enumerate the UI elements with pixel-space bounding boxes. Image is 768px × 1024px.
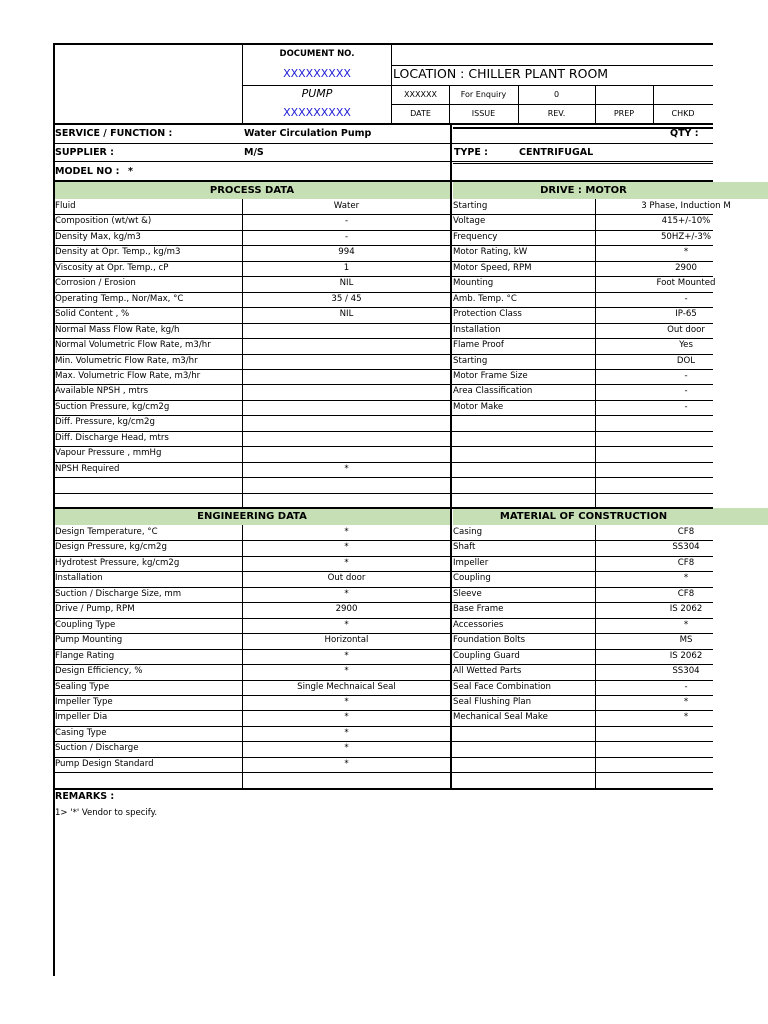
process-row-value: 994 — [338, 247, 355, 258]
material-row-label: Base Frame — [453, 604, 504, 615]
process-row-value — [243, 415, 450, 430]
drive-row-value: 3 Phase, Induction M — [641, 201, 731, 211]
drive-row-value: - — [684, 293, 688, 304]
process-row-label: NPSH Required — [55, 463, 120, 474]
engineering-row-label: Design Efficiency, % — [55, 666, 143, 677]
process-row-label — [55, 477, 241, 492]
equipment-no: XXXXXXXXX — [283, 106, 351, 119]
border-top — [53, 43, 713, 45]
engineering-row-label: Flange Rating — [55, 650, 115, 661]
drive-row-label: Voltage — [453, 216, 486, 227]
material-row-label: All Wetted Parts — [453, 666, 522, 677]
equipment-label: PUMP — [301, 87, 333, 100]
engineering-row-value: * — [344, 758, 349, 769]
process-row-label: Fluid — [55, 201, 76, 211]
engineering-row-value: * — [344, 542, 349, 553]
drive-row-value — [596, 415, 768, 430]
drive-row-label: Motor Make — [453, 401, 504, 412]
process-row-value — [243, 493, 450, 508]
process-row-value — [243, 477, 450, 492]
drive-row-label: Protection Class — [453, 309, 522, 320]
line — [453, 127, 713, 129]
material-header: MATERIAL OF CONSTRUCTION — [453, 508, 768, 525]
material-row-label: Impeller — [453, 557, 489, 568]
material-row-value — [596, 757, 768, 772]
engineering-row-label: Sealing Type — [55, 681, 110, 692]
engineering-row-value: * — [344, 666, 349, 677]
engineering-row-label: Drive / Pump, RPM — [55, 604, 135, 615]
process-row-value — [243, 323, 450, 338]
service-value: Water Circulation Pump — [244, 128, 372, 139]
material-row-value — [596, 726, 768, 741]
drive-row-value: Foot Mounted — [656, 278, 716, 289]
process-row-label: Density Max, kg/m3 — [55, 231, 141, 242]
drive-row-value: - — [684, 401, 688, 412]
material-row-value: MS — [679, 635, 693, 646]
material-row-label — [453, 726, 594, 741]
drive-row-value: IP-65 — [675, 309, 697, 320]
line — [53, 507, 713, 509]
date-label: DATE — [410, 109, 431, 118]
drive-row-label: Motor Speed, RPM — [453, 262, 532, 273]
engineering-row-label: Design Temperature, °C — [55, 527, 158, 537]
drive-row-value: Out door — [667, 324, 705, 335]
material-row-label: Shaft — [453, 542, 476, 553]
line — [595, 525, 596, 789]
process-row-label: Viscosity at Opr. Temp., cP — [55, 262, 169, 273]
line — [450, 125, 452, 183]
engineering-row-label: Design Pressure, kg/cm2g — [55, 542, 167, 553]
engineering-row-value: Horizontal — [324, 635, 369, 646]
chkd-label: CHKD — [671, 109, 695, 118]
engineering-row-label — [55, 772, 241, 787]
material-row-value: * — [683, 573, 689, 584]
engineering-row-value: Out door — [327, 573, 366, 584]
material-row-label: Coupling — [453, 573, 491, 584]
material-row-label: Seal Flushing Plan — [453, 696, 532, 707]
process-row-label: Solid Content , % — [55, 309, 130, 320]
process-row-value — [243, 338, 450, 353]
process-row-value: NIL — [339, 309, 354, 320]
material-row-value: CF8 — [677, 588, 695, 599]
type-value: CENTRIFUGAL — [519, 147, 594, 158]
process-row-label: Composition (wt/wt &) — [55, 216, 152, 227]
process-row-value — [243, 384, 450, 399]
document-no-label: DOCUMENT NO. — [279, 49, 355, 59]
engineering-row-value: * — [344, 619, 349, 630]
process-row-value: 1 — [343, 262, 350, 273]
process-row-value: - — [344, 216, 349, 227]
line — [450, 508, 452, 789]
drive-row-value: DOL — [676, 355, 696, 366]
drive-row-label — [453, 462, 594, 477]
engineering-row-value: * — [344, 712, 349, 723]
process-row-value: NIL — [339, 278, 354, 289]
engineering-row-label: Pump Mounting — [55, 635, 123, 646]
engineering-row-value: * — [344, 727, 349, 738]
drive-row-value: 415+/-10% — [661, 216, 711, 227]
process-row-value: Water — [333, 201, 360, 211]
drive-row-label: Starting — [453, 201, 488, 211]
line — [242, 199, 243, 508]
drive-row-label: Motor Rating, kW — [453, 247, 528, 258]
border-left — [53, 43, 55, 976]
supplier-label: SUPPLIER : — [55, 147, 114, 158]
material-row-value — [596, 741, 768, 756]
line — [391, 65, 713, 66]
supplier-value: M/S — [244, 147, 264, 158]
document-no-value: XXXXXXXXX — [283, 67, 351, 80]
material-row-label — [453, 741, 594, 756]
drive-row-value: - — [684, 386, 688, 397]
material-row-value: CF8 — [677, 527, 695, 537]
line — [518, 85, 519, 124]
engineering-row-value — [243, 772, 450, 787]
process-row-label: Diff. Pressure, kg/cm2g — [55, 417, 155, 428]
line — [53, 161, 713, 162]
material-row-value: SS304 — [672, 666, 700, 677]
line — [450, 182, 452, 508]
drive-row-label: Mounting — [453, 278, 494, 289]
line — [653, 85, 654, 124]
type-label: TYPE : — [454, 147, 488, 158]
drive-row-label — [453, 493, 594, 508]
process-row-value: - — [344, 231, 349, 242]
drive-row-label — [453, 431, 594, 446]
drive-row-label: Frequency — [453, 231, 498, 242]
line — [242, 44, 243, 124]
process-row-value: * — [344, 463, 349, 474]
process-row-label: Diff. Discharge Head, mtrs — [55, 432, 169, 443]
line — [595, 85, 596, 124]
line — [449, 85, 450, 124]
engineering-row-value: * — [344, 743, 349, 754]
drive-row-label — [453, 446, 594, 461]
drive-row-label: Amb. Temp. °C — [453, 293, 517, 304]
material-row-label: Casing — [453, 527, 483, 537]
material-row-label: Mechanical Seal Make — [453, 712, 548, 723]
material-row-label: Seal Face Combination — [453, 681, 551, 692]
prep-label: PREP — [613, 109, 635, 118]
drive-row-label — [453, 477, 594, 492]
process-row-label: Operating Temp., Nor/Max, °C — [55, 293, 184, 304]
drive-row-label: Flame Proof — [453, 340, 504, 351]
drive-row-value: - — [684, 370, 688, 381]
material-row-value: * — [683, 696, 689, 707]
process-row-label: Min. Volumetric Flow Rate, m3/hr — [55, 355, 198, 366]
drive-row-label: Motor Frame Size — [453, 370, 528, 381]
engineering-row-value: * — [344, 696, 349, 707]
rev-label: REV. — [547, 109, 566, 118]
material-row-label — [453, 772, 594, 787]
engineering-row-value: * — [344, 557, 349, 568]
drive-row-value: 50HZ+/-3% — [660, 231, 712, 242]
process-row-value — [243, 446, 450, 461]
drive-row-label — [453, 415, 594, 430]
engineering-row-value: * — [344, 588, 349, 599]
line — [53, 180, 713, 182]
material-row-value: * — [683, 619, 689, 630]
material-row-label — [453, 757, 594, 772]
material-row-value: - — [684, 681, 688, 692]
drive-row-value — [596, 446, 768, 461]
drive-row-value: 2900 — [675, 262, 697, 273]
drive-row-value: * — [683, 247, 689, 258]
engineering-row-label: Installation — [55, 573, 103, 584]
engineering-row-label: Suction / Discharge — [55, 743, 139, 754]
material-row-value: CF8 — [677, 557, 695, 568]
process-row-label: Vapour Pressure , mmHg — [55, 448, 162, 459]
process-row-value — [243, 431, 450, 446]
line — [391, 104, 713, 105]
line — [595, 199, 596, 508]
engineering-row-label: Impeller Type — [55, 696, 113, 707]
material-row-value: IS 2062 — [669, 650, 703, 661]
material-row-value: SS304 — [672, 542, 700, 553]
service-label: SERVICE / FUNCTION : — [55, 128, 173, 139]
material-row-value — [596, 772, 768, 787]
engineering-row-label: Coupling Type — [55, 619, 116, 630]
model-value: * — [128, 166, 133, 177]
engineering-row-label: Pump Design Standard — [55, 758, 154, 769]
material-row-value: IS 2062 — [669, 604, 703, 615]
process-row-label: Normal Mass Flow Rate, kg/h — [55, 324, 180, 335]
engineering-row-label: Suction / Discharge Size, mm — [55, 588, 182, 599]
process-row-label — [55, 493, 241, 508]
rev-number-value: 0 — [553, 90, 560, 99]
material-row-value: * — [683, 712, 689, 723]
material-row-label: Accessories — [453, 619, 504, 630]
process-row-value — [243, 354, 450, 369]
qty-label: QTY : — [670, 128, 699, 139]
process-row-label: Suction Pressure, kg/cm2g — [55, 401, 170, 412]
material-row-label: Coupling Guard — [453, 650, 520, 661]
location-title: LOCATION : CHILLER PLANT ROOM — [393, 66, 609, 81]
engineering-data-header: ENGINEERING DATA — [54, 508, 450, 525]
line — [53, 123, 713, 125]
remarks-line-1: 1> '*' Vendor to specify. — [55, 808, 158, 818]
material-row-label: Sleeve — [453, 588, 482, 599]
engineering-row-value: * — [344, 650, 349, 661]
process-row-value — [243, 369, 450, 384]
process-row-label: Max. Volumetric Flow Rate, m3/hr — [55, 370, 201, 381]
rev-issue-value: For Enquiry — [460, 90, 507, 99]
line — [391, 44, 392, 124]
engineering-row-value: * — [344, 527, 349, 537]
line — [53, 788, 713, 790]
drive-row-label: Starting — [453, 355, 488, 366]
process-row-label: Normal Volumetric Flow Rate, m3/hr — [55, 340, 211, 351]
drive-row-value — [596, 431, 768, 446]
engineering-row-value: Single Mechnaical Seal — [297, 681, 396, 692]
issue-label: ISSUE — [471, 109, 496, 118]
line — [53, 143, 713, 144]
rev-date-value: XXXXXX — [404, 90, 437, 99]
engineering-row-label: Impeller Dia — [55, 712, 108, 723]
process-row-value: 35 / 45 — [331, 293, 362, 304]
line — [242, 525, 243, 789]
model-label: MODEL NO : — [55, 166, 120, 177]
line — [453, 163, 713, 164]
drive-row-value: Yes — [679, 340, 693, 351]
drive-row-value — [596, 493, 768, 508]
drive-motor-header: DRIVE : MOTOR — [453, 182, 768, 199]
remarks-label: REMARKS : — [55, 791, 115, 802]
drive-row-value — [596, 477, 768, 492]
process-row-value — [243, 400, 450, 415]
drive-row-label: Area Classification — [453, 386, 533, 397]
drive-row-value — [596, 462, 768, 477]
engineering-row-label: Hydrotest Pressure, kg/cm2g — [55, 557, 180, 568]
process-row-label: Density at Opr. Temp., kg/m3 — [55, 247, 181, 258]
engineering-row-label: Casing Type — [55, 727, 107, 738]
process-data-header: PROCESS DATA — [54, 182, 450, 199]
line — [391, 85, 713, 86]
engineering-row-value: 2900 — [335, 604, 358, 615]
process-row-label: Available NPSH , mtrs — [55, 386, 149, 397]
process-row-label: Corrosion / Erosion — [55, 278, 136, 289]
line — [242, 85, 391, 86]
drive-row-label: Installation — [453, 324, 501, 335]
material-row-label: Foundation Bolts — [453, 635, 526, 646]
